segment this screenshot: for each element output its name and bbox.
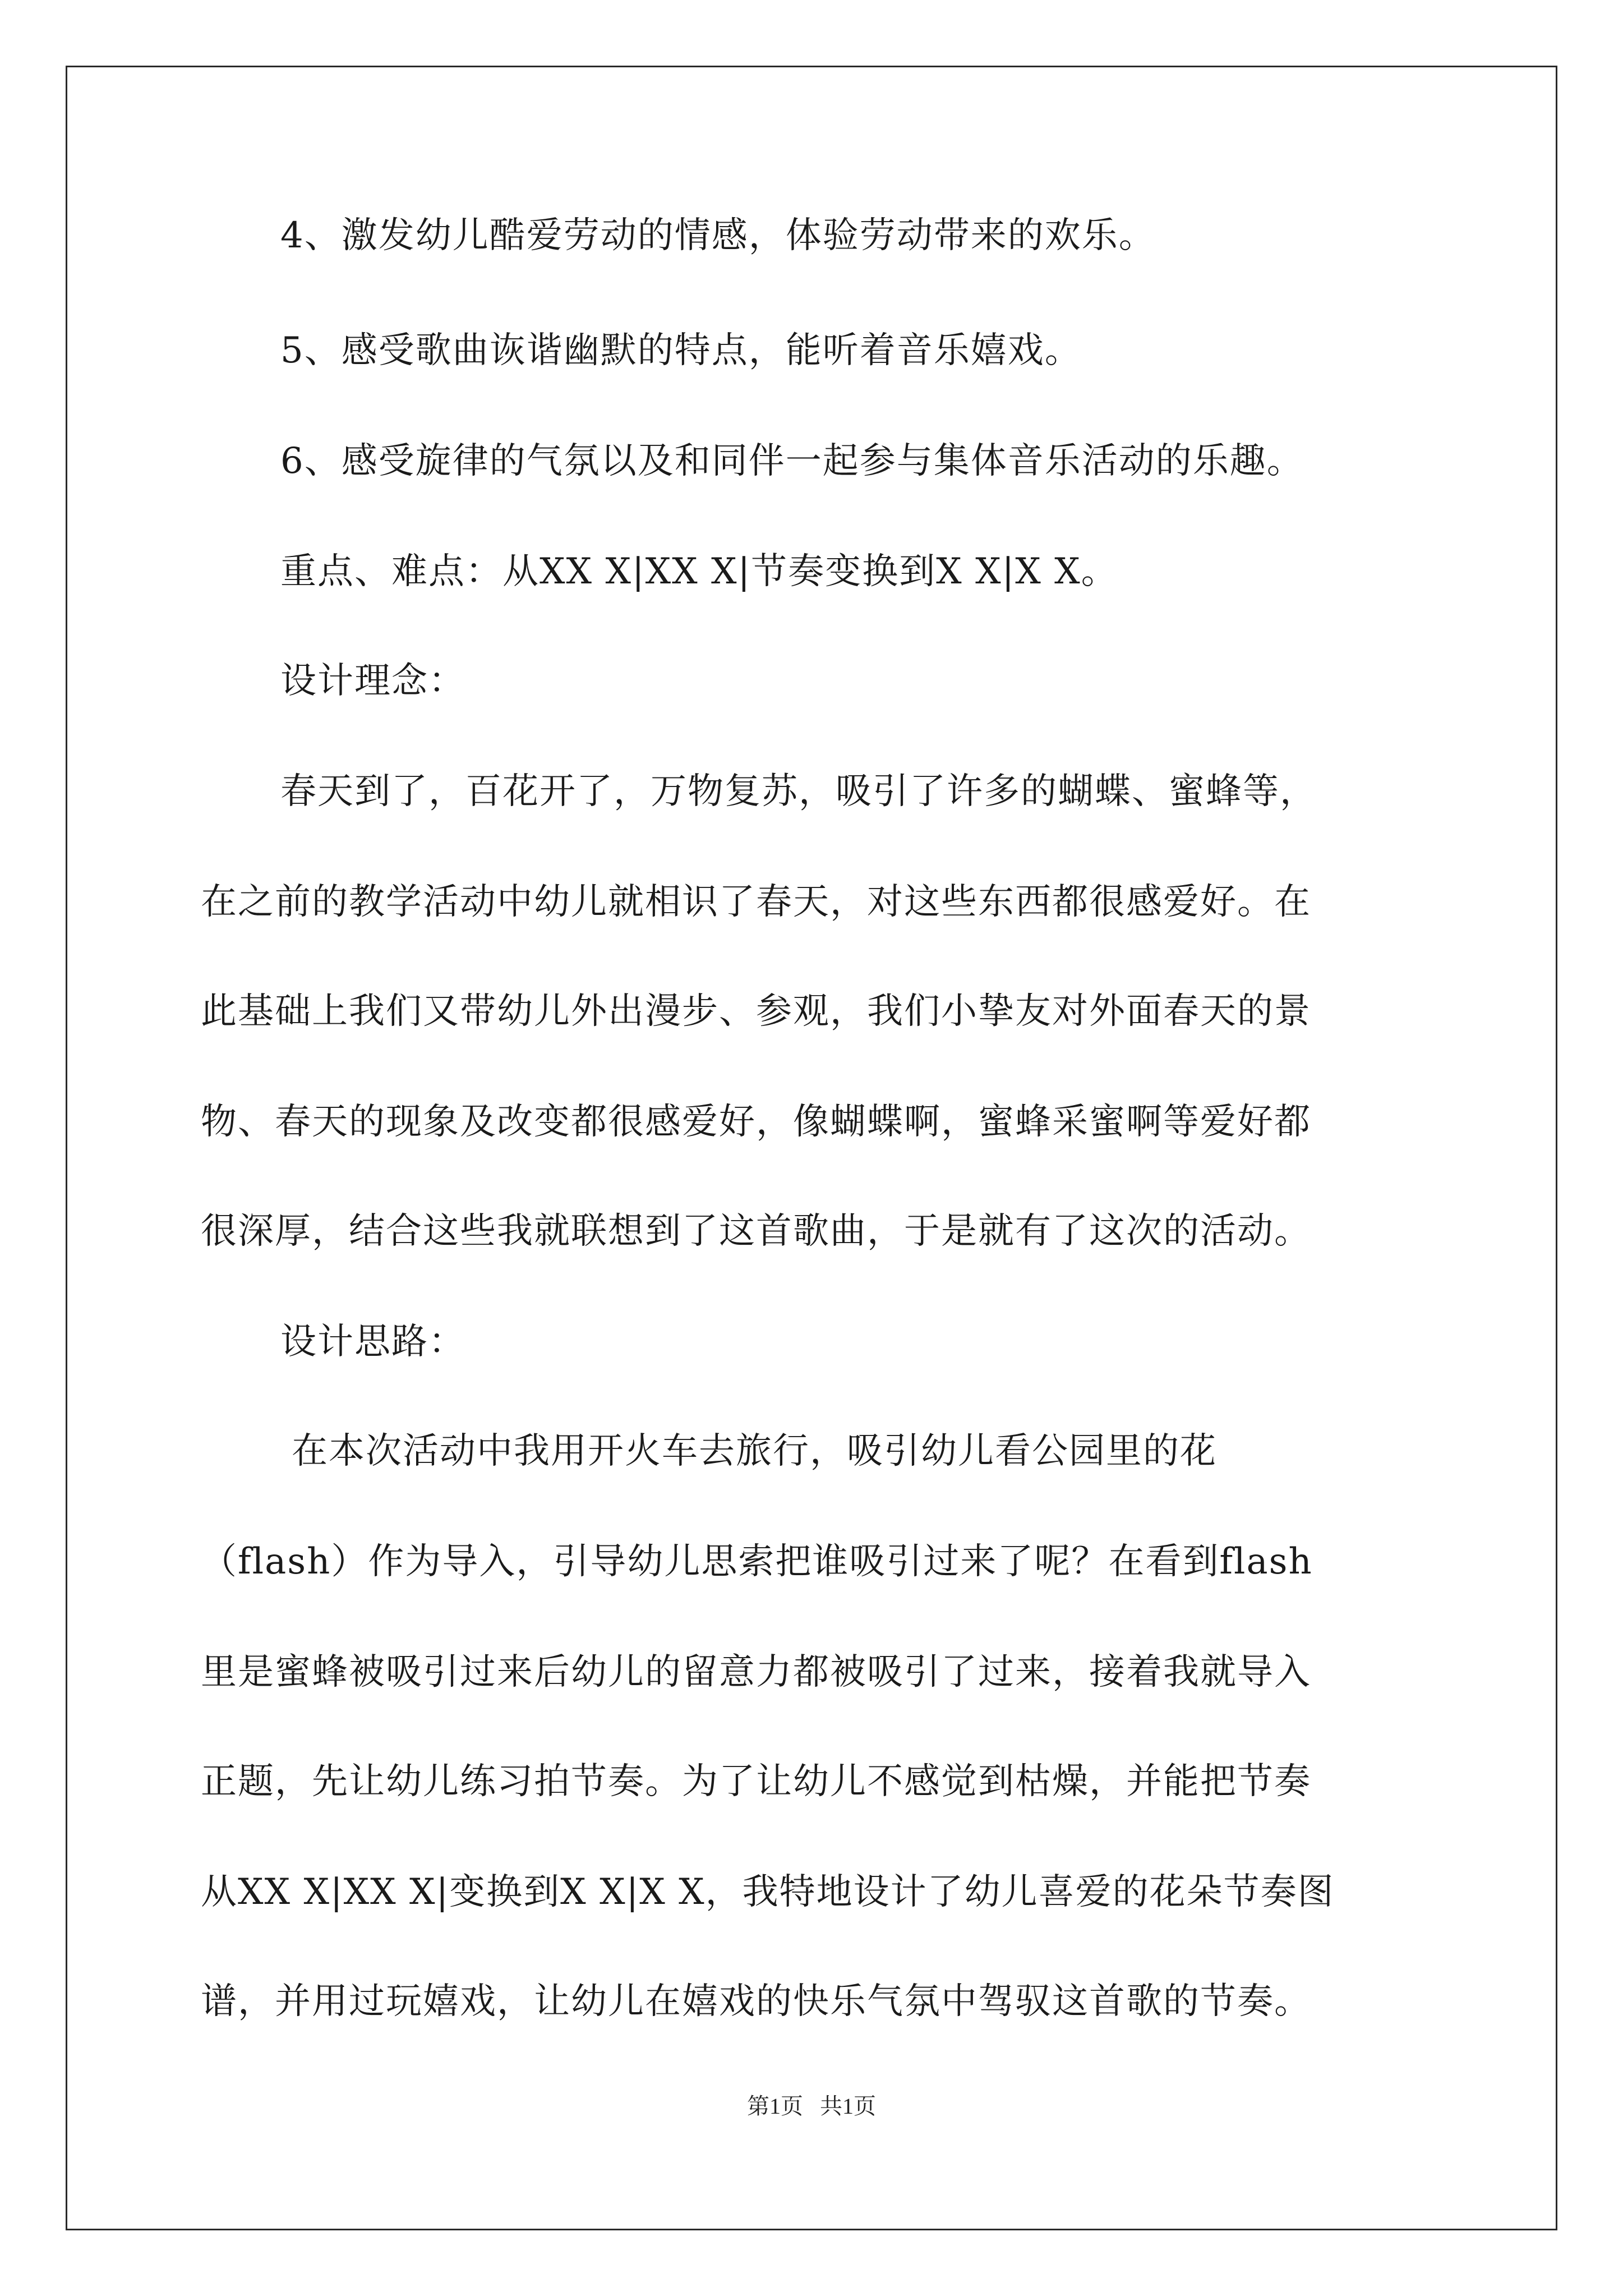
paragraph-line: 谱，并用过玩嬉戏，让幼儿在嬉戏的快乐气氛中驾驭这首歌的节奏。: [201, 1981, 1311, 2022]
paragraph-line: 重点、难点：从XX X|XX X|节奏变换到X X|X X。: [280, 551, 1118, 592]
section-heading: 设计思路：: [280, 1321, 465, 1363]
paragraph-line: 很深厚，结合这些我就联想到了这首歌曲，于是就有了这次的活动。: [201, 1211, 1311, 1252]
paragraph-line: 在之前的教学活动中幼儿就相识了春天，对这些东西都很感爱好。在: [201, 881, 1311, 923]
page-footer: [0, 2094, 1623, 2119]
paragraph-line: 在本次活动中我用开火车去旅行，吸引幼儿看公园里的花: [292, 1430, 1217, 1472]
paragraph-line: 正题，先让幼儿练习拍节奏。为了让幼儿不感觉到枯燥，并能把节奏: [201, 1761, 1311, 1802]
paragraph-line: 春天到了，百花开了，万物复苏，吸引了许多的蝴蝶、蜜蜂等，: [280, 771, 1317, 812]
paragraph-line: 物、春天的现象及改变都很感爱好，像蝴蝶啊，蜜蜂采蜜啊等爱好都: [201, 1101, 1311, 1143]
paragraph-line: （flash）作为导入，引导幼儿思索把谁吸引过来了呢？在看到flash: [201, 1541, 1313, 1582]
page-number: 第1页 共1页: [747, 2093, 876, 2119]
paragraph-line: 里是蜜蜂被吸引过来后幼儿的留意力都被吸引了过来，接着我就导入: [201, 1651, 1311, 1693]
paragraph-line: 6、感受旋律的气氛以及和同伴一起参与集体音乐活动的乐趣。: [280, 440, 1304, 482]
paragraph-line: 此基础上我们又带幼儿外出漫步、参观，我们小挚友对外面春天的景: [201, 991, 1311, 1032]
paragraph-line: 5、感受歌曲诙谐幽默的特点，能听着音乐嬉戏。: [280, 330, 1082, 371]
paragraph-line: 4、激发幼儿酷爱劳动的情感，体验劳动带来的欢乐。: [280, 215, 1156, 256]
paragraph-line: 从XX X|XX X|变换到X X|X X，我特地设计了幼儿喜爱的花朵节奏图: [201, 1871, 1335, 1913]
section-heading: 设计理念：: [280, 660, 465, 702]
document-body: [201, 215, 1435, 2022]
